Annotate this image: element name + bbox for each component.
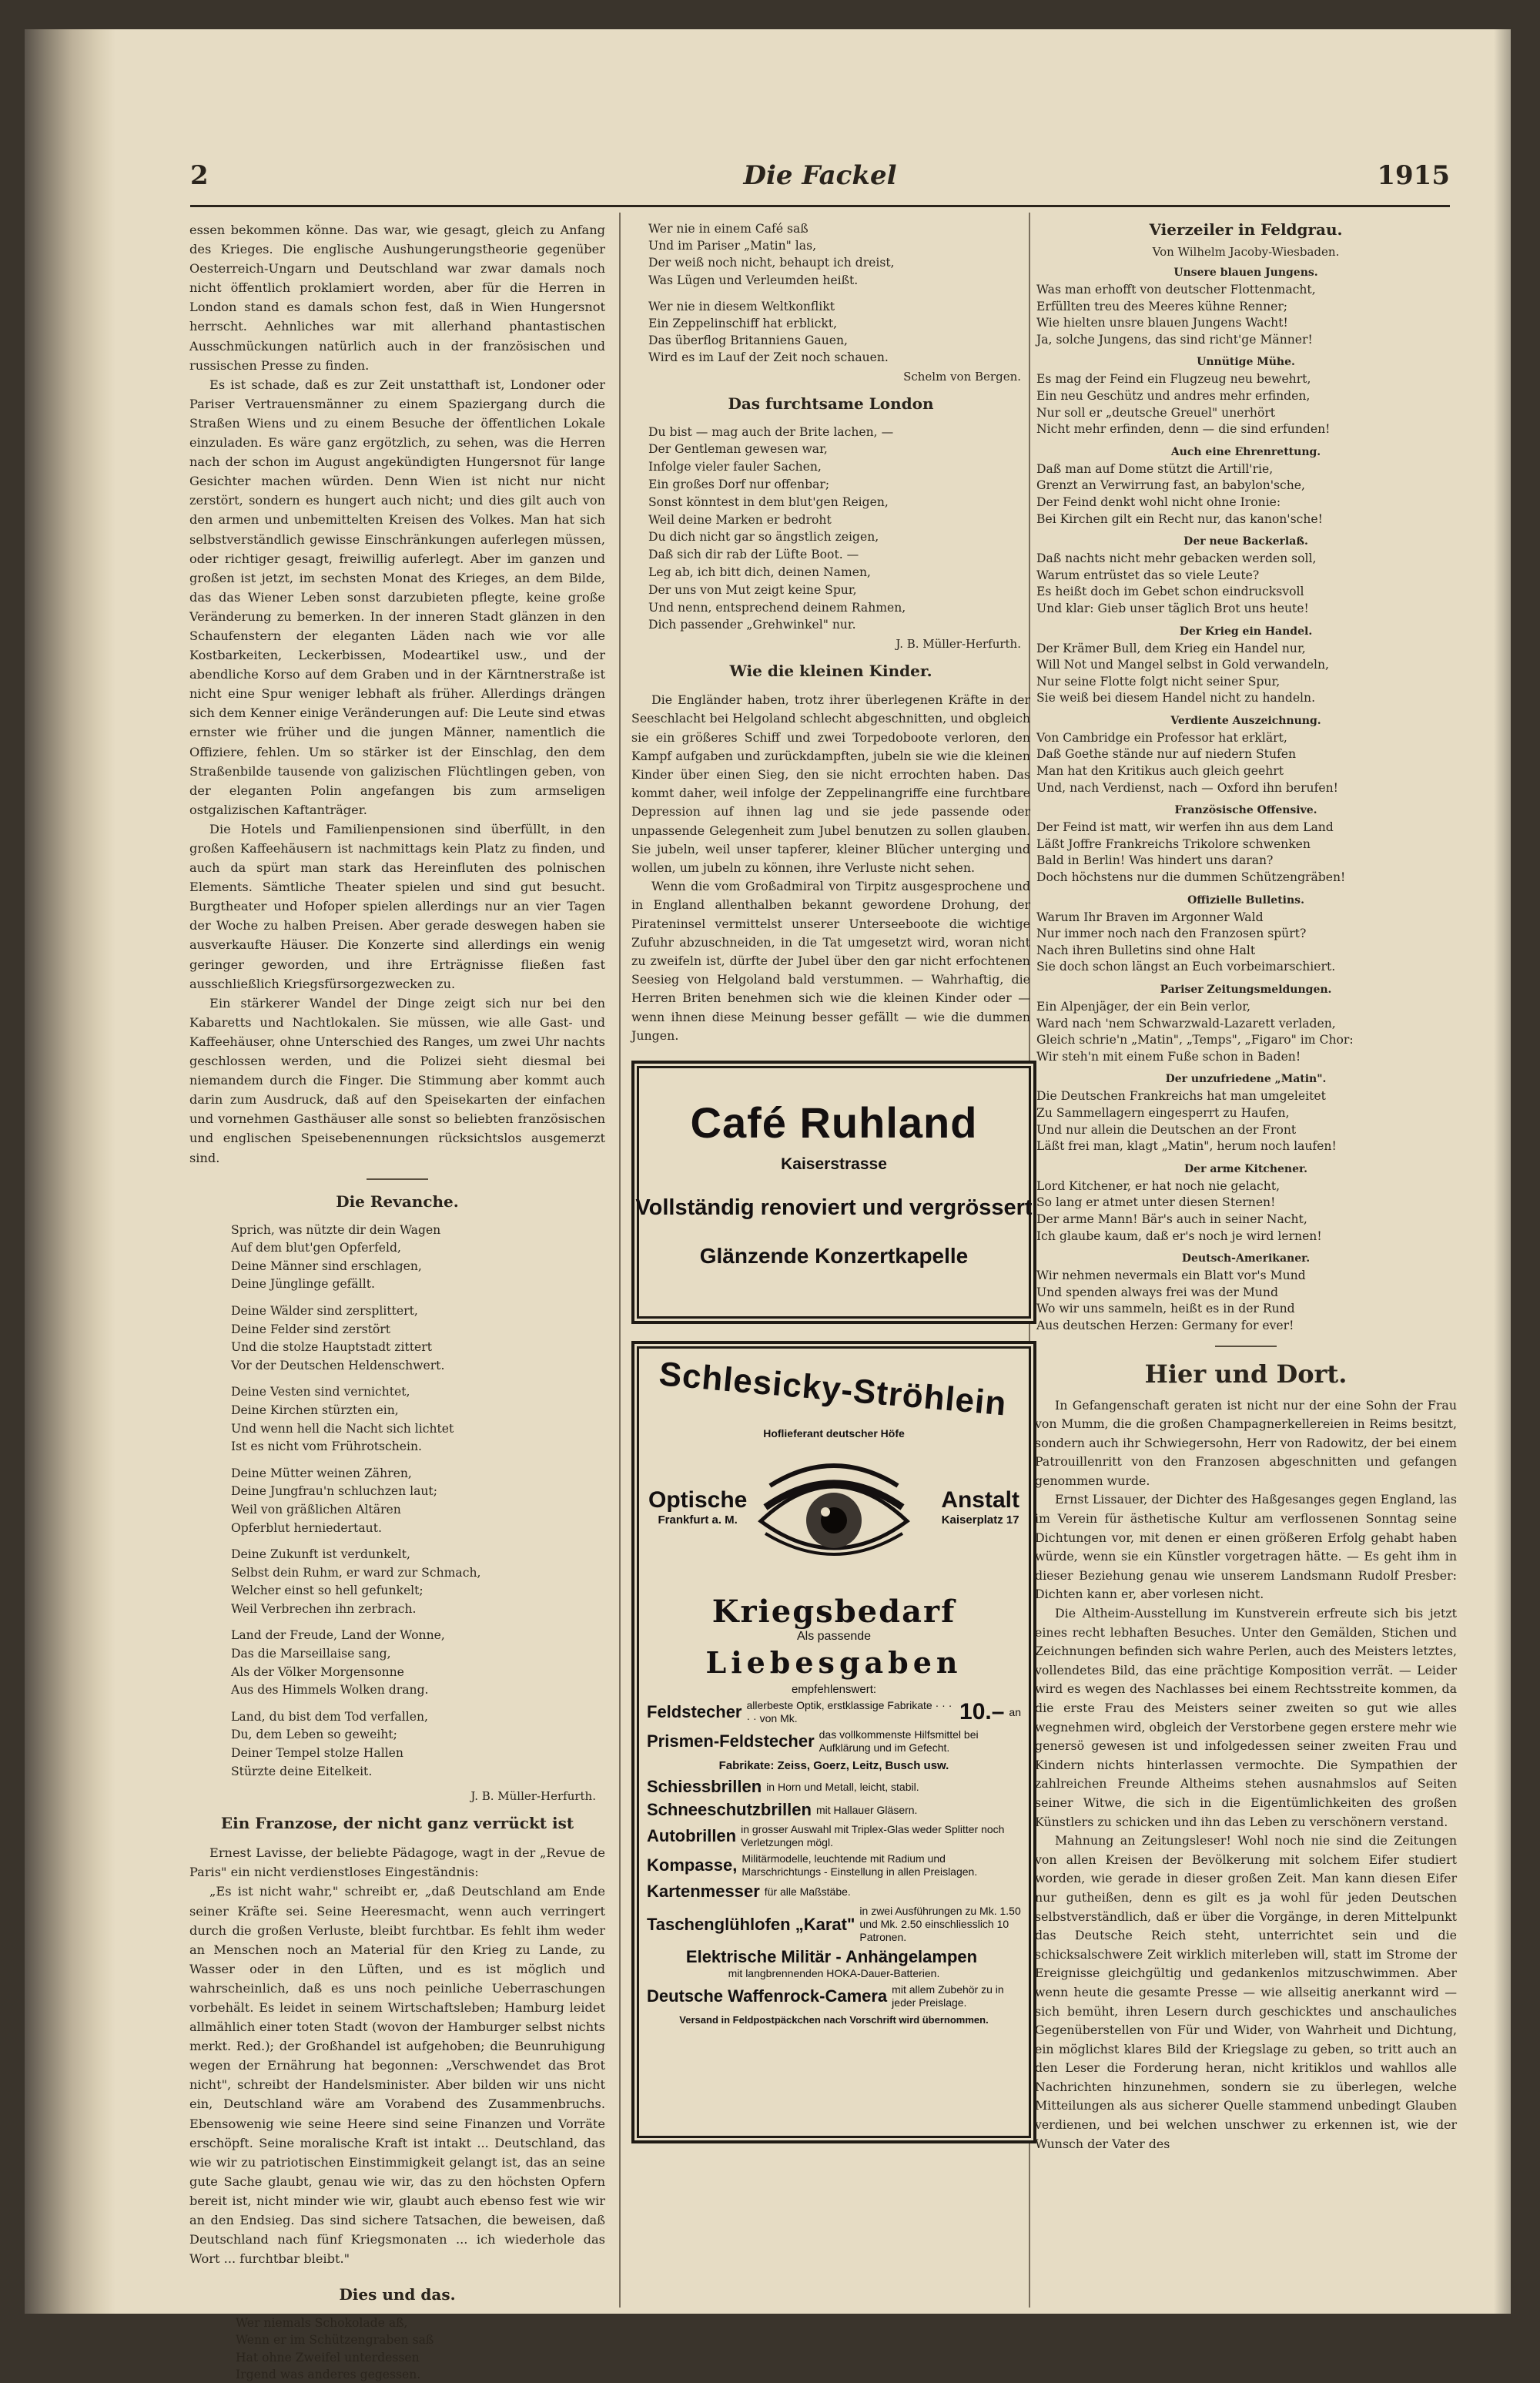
verse-line: Irgend was anderes gegessen.	[236, 2367, 421, 2381]
stanza	[231, 1465, 605, 1537]
verse-line: Deine Zukunft ist verdunkelt,	[231, 1547, 411, 1562]
column-left	[189, 220, 605, 2383]
verse-line: Weil deine Marken er bedroht	[648, 512, 832, 527]
verse-line: Wir steh'n mit einem Fuße schon in Baden!	[1036, 1049, 1301, 1064]
poem-title: Dies und das.	[339, 2285, 456, 2304]
ad-product-name: Feldstecher	[647, 1702, 742, 1722]
ad-product-name: Prismen-Feldstecher	[647, 1731, 815, 1751]
verse-line: Und nur allein die Deutschen an der Front	[1036, 1122, 1297, 1137]
poem-cafe	[648, 220, 1030, 367]
ad-line: Vollständig renoviert und vergrössert	[635, 1195, 1033, 1221]
ad-product-row	[634, 1905, 1033, 1944]
verse-line: Nur immer noch nach den Franzosen spürt?	[1036, 927, 1307, 941]
ad-line: Fabrikate: Zeiss, Goerz, Leitz, Busch usw.	[718, 1759, 949, 1773]
verse-line: Nach ihren Bulletins sind ohne Halt	[1036, 943, 1256, 957]
verse-line: Es mag der Feind ein Flugzeug neu bewehrt,	[1036, 372, 1311, 387]
verse-line: Deine Kirchen stürzten ein,	[231, 1403, 399, 1417]
quatrain-heading: Der unzufriedene „Matin".	[1165, 1073, 1327, 1086]
ad-product-desc: allerbeste Optik, erstklassige Fabrikate · · · · · von Mk.	[746, 1699, 952, 1725]
verse-line: Ein Zeppelinschiff hat erblickt,	[648, 317, 838, 331]
verse-line: Und wenn hell die Nacht sich lichtet	[231, 1421, 454, 1436]
quatrain	[1036, 461, 1457, 528]
verse-line: Lord Kitchener, er hat noch nie gelacht,	[1036, 1178, 1281, 1193]
paragraph: Wenn die vom Großadmiral von Tirpitz ausgesprochene und in England allenthalben bekannt gewordene Drohung, der Pirateninsel vermittelst unserer Unterseeboote die wichtige Zufuhr abzuschneiden, in die Tat umgesetzt wird, woran nicht zu zweifeln ist, dürfte der Jubel über den gar nicht erfochtenen Seesieg von Helgoland bald verstummen. — Wahrhaftig, die Herren Briten benehmen sich wie die kleinen Kinder oder — wenn ihnen diese Meinung besser gefällt — wie die dummen Jungen.	[631, 879, 1030, 1043]
verse-line: Was man erhofft von deutscher Flottenmacht,	[1036, 283, 1316, 297]
paragraph: essen bekommen könne. Das war, wie gesagt, gleich zu Anfang des Krieges. Die englische Aushungerungstheorie gegenüber Oesterreich-Ungarn und Deutschland war zwar damals noch nicht öffentlich proklamiert worden, aber für die Herren in London stand es damals schon fest, daß in Wien Hungersnot herrscht. Aehnliches war mit allerhand phantastischen Ausschmückungen natürlich auch in der französischen und russischen Presse zu finden.	[189, 223, 605, 373]
ad-label: Frankfurt a. M.	[658, 1513, 738, 1527]
ad-product-desc: in zwei Ausführungen zu Mk. 1.50 und Mk. 2.50 einschliesslich 10 Patronen.	[859, 1905, 1021, 1944]
verse-line: Leg ab, ich bitt dich, deinen Namen,	[648, 565, 871, 579]
paragraph: In Gefangenschaft geraten ist nicht nur der eine Sohn der Frau von Mumm, die die großen Champagnerkellereien in Reims besitzt, sondern auch ihr Schwiegersohn, Herr von Radowitz, der bei einem Patrouillenritt von den Franzosen abgeschnitten und gefangen genommen wurde.	[1035, 1397, 1457, 1488]
page-number: 2	[190, 160, 209, 191]
ad-product-desc: an	[1009, 1705, 1021, 1718]
ad-product-price: 10.–	[959, 1699, 1005, 1725]
quatrain-heading: Verdiente Auszeichnung.	[1170, 714, 1321, 727]
ad-product-desc: mit langbrennenden HOKA-Dauer-Batterien.	[728, 1967, 940, 1980]
ad-footer: Versand in Feldpostpäckchen nach Vorschrift wird übernommen.	[679, 2014, 989, 2026]
ad-product-row	[634, 1823, 1033, 1849]
verse-line: Und klar: Gieb unser täglich Brot uns heute!	[1036, 601, 1309, 615]
paragraph: „Es ist nicht wahr," schreibt er, „daß Deutschland am Ende seiner Kräfte sei. Seine Heeresmacht, wenn auch verringert durch die großen Verluste, bleibt furchtbar. Es fehlt ihm weder an Menschen noch an Material für den Krieg zu Lande, zu Wasser oder in den Lüften, und es ist möglich und wahrscheinlich, daß es uns noch peinliche Ueberraschungen vorbehält. Es leidet in seinem Wirtschaftsleben; Hamburg leidet allmählich einer toten Stadt (wovon der Hamburger selbst nichts merkt. Red.); der Großhandel ist aufgehoben; die Beunruhigung wegen der Ernährung hat begonnen: „Verschwendet das Brot nicht", schreibt der Handelsminister. Aber bilden wir uns nicht ein, Deutschland wäre am Vorabend des Zusammenbruchs. Ebensowenig wie seine Heere sind seine Finanzen und Vorräte erschöpft. Seine moralische Kraft ist intakt ... Deutschland, das wie wir zu patriotischen Einstimmigkeit gelangt ist, das an seine gute Sache glaubt, genau wie wir, das zu den höchsten Opfern bereit ist, nicht minder wie wir, glaubt auch ebenso fest wie wir an den Endsieg. Das sind sichere Tatsachen, die beweisen, daß Deutschland nach fünf Kriegsmonaten ... ich wiederhole das Wort ... furchtbar bleibt."	[189, 1884, 605, 2267]
verse-line: Das die Marseillaise sang,	[231, 1647, 391, 1661]
verse-line: So lang er atmet unter diesen Sternen!	[1036, 1195, 1276, 1210]
verse-line: Du dich nicht gar so ängstlich zeigen,	[648, 530, 879, 545]
ad-product-row	[634, 1728, 1033, 1755]
ad-product-desc: für alle Maßstäbe.	[764, 1885, 851, 1898]
verse-line: Deine Vesten sind vernichtet,	[231, 1385, 410, 1399]
verse-line: Und die stolze Hauptstadt zittert	[231, 1340, 432, 1355]
verse-line: Daß man auf Dome stützt die Artill'rie,	[1036, 461, 1274, 476]
quatrain-heading: Auch eine Ehrenrettung.	[1170, 445, 1321, 458]
paragraph: Ernst Lissauer, der Dichter des Haßgesanges gegen England, las im Verein für ästhetische Kultur am verflossenen Sonntag seine Dichtungen vor, mit denen er einen größeren Erfolg gehabt haben würde, wenn sie ein Künstler vorgetragen hätte. — Es geht ihm in dieser Beziehung genau wie unserem Landsmann Rudolf Presber: Dichten kann er, aber vorlesen nicht.	[1035, 1492, 1457, 1602]
ad-product-name: Deutsche Waffenrock-Camera	[647, 1986, 888, 2006]
verse-line: Deine Felder sind zerstört	[231, 1322, 390, 1336]
verse-line: Land, du bist dem Tod verfallen,	[231, 1709, 429, 1724]
verse-line: Man hat den Kritikus auch gleich geehrt	[1036, 764, 1284, 779]
paragraph: Mahnung an Zeitungsleser! Wohl noch nie sind die Zeitungen von allen Kreisen der Bevölkerung mit solchem Eifer studiert worden, wie gerade in dieser großen Zeit. Man kann diesen Eifer nur gutheißen, denn es gilt es ja wohl für jeden Deutschen selbstverständlich, daß er über die Vorgänge, in deren Mittelpunkt das Deutsche Reich steht, unterrichtet sein und die schicksalschwere Zeit wirklich miterleben will, statt im Strome der Ereignisse gleichgültig und gedankenlos mitzuschwimmen. Aber wenn heute die gesamte Presse — wie allseitig anerkannt wird — sich bemüht, ihren Lesern durch geschicktes und anschauliches Gegenüberstellen von Für und Wider, von Wahrheit und Dichtung, ein möglichst klares Bild der Kriegslage zu geben, so tritt auch an den Leser die Forderung heran, nicht kritiklos und wahllos alle Nachrichten hinzunehmen, sondern sie zu überlegen, welche Mitteilungen als aus sicherer Quelle stammend unbedingt Glauben verdienen, und bei welchen unschwer zu erkennen ist, wie der Wunsch der Vater des	[1035, 1833, 1457, 2151]
verse-line: Das überflog Britanniens Gauen,	[648, 333, 848, 348]
verse-line: Grenzt an Verwirrung fast, an babylon'sche,	[1036, 478, 1305, 493]
verse-line: Opferblut herniedertaut.	[231, 1520, 382, 1535]
verse-line: Bei Kirchen gilt ein Recht nur, das kanon'sche!	[1036, 511, 1323, 526]
verse-line: Doch höchstens nur die dummen Schützengräben!	[1036, 870, 1346, 885]
verse-line: Aus deutschen Herzen: Germany for ever!	[1036, 1318, 1294, 1332]
verse-line: Daß Goethe stände nur auf niedern Stufen	[1036, 747, 1297, 762]
author-signature: J. B. Müller-Herfurth.	[896, 637, 1021, 652]
ad-product-desc: Militärmodelle, leuchtende mit Radium und Marschrichtungs - Einstellung in allen Preislagen.	[742, 1852, 978, 1879]
ad-line: Glänzende Konzertkapelle	[699, 1244, 969, 1269]
stanza	[231, 1302, 605, 1375]
quatrain-heading: Französische Offensive.	[1174, 804, 1317, 817]
ad-product-name: Kompasse,	[647, 1855, 738, 1875]
page-edge-shadow	[1494, 29, 1511, 2314]
verse-line: Der weiß noch nicht, behaupt ich dreist,	[648, 256, 895, 270]
ad-label: Kaiserplatz 17	[941, 1513, 1019, 1527]
stanza	[231, 1627, 605, 1699]
quatrain	[1036, 1178, 1457, 1245]
poem-dies-und-das	[236, 2314, 605, 2383]
ad-product-name: Schneeschutzbrillen	[647, 1800, 812, 1820]
quatrain	[1036, 641, 1457, 707]
header-rule	[190, 205, 1450, 207]
quatrain	[1036, 730, 1457, 796]
verse-line: Auf dem blut'gen Opferfeld,	[231, 1241, 401, 1255]
verse-line: Wie hielten unsre blauen Jungens Wacht!	[1036, 316, 1288, 330]
verse-line: Du, dem Leben so geweiht;	[231, 1728, 397, 1742]
eye-icon	[755, 1460, 913, 1575]
ad-product-row	[634, 1852, 1033, 1879]
verse-line: Ja, solche Jungens, das sind richt'ge Männer!	[1036, 332, 1313, 347]
ad-product-desc: in grosser Auswahl mit Triplex-Glas weder Splitter noch Verletzungen mögl.	[741, 1823, 1005, 1849]
masthead-title: Die Fackel	[743, 160, 897, 191]
verse-line: Es heißt doch im Gebet schon eindrucksvoll	[1036, 585, 1304, 599]
verse-line: Und, nach Verdienst, nach — Oxford ihn berufen!	[1036, 780, 1338, 795]
quatrain	[1036, 282, 1457, 348]
verse-line: Nicht mehr erfinden, denn — die sind erfunden!	[1036, 422, 1331, 437]
section-title: Vierzeiler in Feldgrau.	[1149, 220, 1343, 239]
verse-line: Der arme Mann! Bär's auch in seiner Nacht,	[1036, 1212, 1307, 1226]
verse-line: Weil von gräßlichen Altären	[231, 1502, 401, 1517]
quatrain-heading: Unsere blauen Jungens.	[1173, 266, 1318, 279]
stanza	[231, 1546, 605, 1618]
verse-line: Warum Ihr Braven im Argonner Wald	[1036, 910, 1264, 924]
verse-line: Der uns von Mut zeigt keine Spur,	[648, 582, 857, 597]
article-kinder	[631, 691, 1030, 1045]
paragraph: Ernest Lavisse, der beliebte Pädagoge, wagt in der „Revue de Paris" ein nicht verdienstloses Eingeständnis:	[189, 1845, 605, 1880]
ad-product-row	[634, 1699, 1033, 1725]
verse-line: Deine Jungfrau'n schluchzen laut;	[231, 1484, 437, 1499]
article-title: Wie die kleinen Kinder.	[729, 662, 932, 681]
verse-line: Wer niemals Schokolade aß,	[236, 2316, 408, 2331]
ad-product-row	[634, 1777, 1033, 1797]
paragraph: Es ist schade, daß es zur Zeit unstatthaft ist, Londoner oder Pariser Vertrauensmänner zu einem Spaziergang durch die Straßen Wiens und zu einem Besuche der öffentlichen Lokale einzuladen. Es wäre ganz ergötzlich, zu sehen, was die Herren nach der schon im August angekündigten Hungersnot für lange Gesichter machen würden. Denn Wien ist nicht nur nicht zerstört, sondern es hungert auch nicht; und dies gilt auch von den armen und unbemittelten Kreisen des Volkes. Man hat sich selbstverständlich gewisse Einschränkungen auferlegen müssen, oder richtiger gesagt, freiwillig auferlegt. Aber im ganzen und großen ist jetzt, im sechsten Monat des Krieges, an dem Bilde, das das Wiener Leben sonst darzubieten pflegte, keine große Veränderung zu bemerken. In der inneren Stadt glänzen in den Schaufenstern der eleganten Läden nach wie vor alle Kostbarkeiten, Leckerbissen, Modeartikel usw., und der abendliche Korso auf dem Graben und in der Kärntnerstraße ist nicht eine Spur weniger lebhaft als früher. Allerdings drängen sich dem Kenner einige Veränderungen auf: Die Leute sind etwas ernster wie früher und die jungen Männer, namentlich die Offiziere, fehlen. Um so stärker ist der Einschlag, den dem Straßenbilde tausende von galizischen Flüchtlingen geben, von der eleganten Polin angefangen bis zum armseligen ostgalizischen Kaftanträger.	[189, 377, 605, 817]
verse-line: Läßt Joffre Frankreichs Trikolore schwenken	[1036, 836, 1311, 851]
paragraph: Die Hotels und Familienpensionen sind überfüllt, in den großen Kaffeehäusern ist nachmittags kein Platz zu finden, und auch da spürt man stark das Hereinfluten des polnischen Elements. Sämtliche Theater spielen und sind gut besucht. Burgtheater und Hofoper spielen allerdings nur an vier Tagen der Woche zu halben Preisen. Aber gerade deswegen haben sie ausverkaufte Häuser. Die Konzerte sind allerdings ein wenig geringer geworden, und ihre Erträgnisse fließen fast ausschließlich Kriegsfürsorgezwecken zu.	[189, 821, 605, 991]
verse-line: Wenn er im Schützengraben saß	[236, 2333, 434, 2348]
quatrain	[1036, 1268, 1457, 1334]
quatrain-heading: Der Krieg ein Handel.	[1179, 625, 1313, 638]
verse-line: Daß nachts nicht mehr gebacken werden soll,	[1036, 551, 1317, 566]
quatrain-heading: Unnütige Mühe.	[1197, 356, 1295, 369]
ad-line: Als passende	[796, 1630, 872, 1644]
ad-headline: Café Ruhland	[690, 1098, 978, 1148]
verse-line: Zu Sammellagern eingesperrt zu Haufen,	[1036, 1105, 1290, 1120]
ad-headline: Schlesicky-Ströhlein	[657, 1355, 1009, 1423]
quatrain-heading: Deutsch-Amerikaner.	[1181, 1252, 1311, 1265]
quatrain	[1036, 551, 1457, 617]
verse-line: Und nenn, entsprechend deinem Rahmen,	[648, 600, 906, 615]
verse-line: Der Feind denkt wohl nicht ohne Ironie:	[1036, 494, 1281, 509]
ad-product-desc: mit allem Zubehör zu in jeder Preislage.	[892, 1983, 1004, 2009]
ad-address: Kaiserstrasse	[781, 1155, 887, 1174]
verse-line: Sie doch schon längst an Euch vorbeimarschiert.	[1036, 960, 1336, 974]
verse-line: Läßt frei man, klagt „Matin", herum noch laufen!	[1036, 1139, 1337, 1154]
ad-label-right	[941, 1487, 1019, 1527]
quatrain	[1036, 371, 1457, 437]
column-divider	[619, 213, 621, 2308]
stanza	[231, 1383, 605, 1456]
verse-line: Wir nehmen nevermals ein Blatt vor's Mund	[1036, 1269, 1306, 1283]
verse-line: Was Lügen und Verleumden heißt.	[648, 273, 859, 287]
ad-product-name: Elektrische Militär - Anhängelampen	[685, 1947, 978, 1967]
verse-line: Weil Verbrechen ihn zerbrach.	[231, 1601, 417, 1616]
verse-line: Ein neu Geschütz und andres mehr erfinden,	[1036, 388, 1311, 403]
verse-line: Dich passender „Grehwinkel" nur.	[648, 618, 856, 632]
poem-london	[648, 424, 1030, 635]
verse-line: Gleich schrie'n „Matin", „Temps", „Figaro" im Chor:	[1036, 1033, 1354, 1047]
paragraph: Ein stärkerer Wandel der Dinge zeigt sich nur bei den Kabaretts und Nachtlokalen. Sie müssen, wie alle Gast- und Kaffeehäuser, ohne Unterschied des Ranges, um zwei Uhr nachts geschlossen werden, und die Polizei sieht diesmal bei niemandem durch die Finger. Die Stimmung aber kommt auch darin zum Ausdruck, daß auf den Speisekarten der einfachen und vornehmen Gasthäuser alle sonst so beliebten französischen und englischen Speisebenennungen rücksichtslos ausgemerzt sind.	[189, 995, 605, 1165]
section-author: Von Wilhelm Jacoby-Wiesbaden.	[1152, 245, 1340, 259]
article-title: Ein Franzose, der nicht ganz verrückt ist	[220, 1814, 574, 1833]
quatrain	[1036, 1088, 1457, 1155]
quatrain	[1036, 999, 1457, 1065]
verse-line: Deine Jünglinge gefällt.	[231, 1277, 375, 1292]
ad-product-row	[634, 1882, 1033, 1902]
verse-line: Ist es nicht vom Frührotschein.	[231, 1440, 423, 1454]
verse-line: Ich glaube kaum, daß er's noch je wird lernen!	[1036, 1228, 1322, 1243]
verse-line: Erfüllten treu des Meeres kühne Renner;	[1036, 299, 1288, 313]
verse-line: Deiner Tempel stolze Hallen	[231, 1746, 403, 1761]
verse-line: Hat ohne Zweifel unterdessen	[236, 2350, 420, 2365]
paragraph: Die Altheim-Ausstellung im Kunstverein erfreute sich bis jetzt eines recht lebhaften Besuches. Unter den Gemälden, Stichen und Zeichnungen befinden sich wahre Perlen, auch des Meisters letztes, vollendetes Bild, das eine prächtige Komposition verrät. — Leider wird es wegen des Nachlasses bei einem Rechtsstreite kommen, da die erste Frau des Meisters seiner zweiten so gut wie alles wegnehmen wird, obgleich der Verstorbene gegen erstere mehr wie genersö gewesen ist und infolgedessen seiner zweiten Frau und Kindern nichts hinterlassen vermochte. Die Sympathien der zahlreichen Freunde Altheims stehen ausnahmslos auf Seiten seiner Witwe, die sich in die Eigentümlichkeiten des großen Künstlers zu schicken und ihn das Leben zu verschönern verstand.	[1035, 1606, 1457, 1829]
verse-line: Will Not und Mangel selbst in Gold verwandeln,	[1036, 658, 1329, 672]
verse-line: Der Feind ist matt, wir werfen ihn aus dem Land	[1036, 820, 1334, 835]
verse-line: Sprich, was nützte dir dein Wagen	[231, 1222, 441, 1237]
verse-line: Aus des Himmels Wolken drang.	[231, 1683, 429, 1698]
verse-line: Wer nie in diesem Weltkonflikt	[648, 299, 835, 313]
verse-line: Sonst könntest in dem blut'gen Reigen,	[648, 494, 889, 509]
newspaper-page	[25, 29, 1511, 2381]
verse-line: Selbst dein Ruhm, er ward zur Schmach,	[231, 1565, 481, 1580]
poem-title: Das furchtsame London	[728, 394, 934, 413]
verse-line: Deine Männer sind erschlagen,	[231, 1259, 422, 1273]
quatrain-heading: Der neue Backerlaß.	[1183, 535, 1308, 548]
quatrain	[1036, 819, 1457, 886]
page-year: 1915	[1377, 160, 1450, 191]
ad-label: Anstalt	[941, 1487, 1019, 1513]
advertisement-cafe-ruhland	[631, 1061, 1036, 1324]
verse-line: Von Cambridge ein Professor hat erklärt,	[1036, 730, 1287, 745]
page-header	[190, 160, 1450, 206]
verse-line: Ward nach 'nem Schwarzwald-Lazarett verladen,	[1036, 1016, 1336, 1031]
poem-revanche	[231, 1222, 605, 1781]
ad-product-desc: in Horn und Metall, leicht, stabil.	[766, 1780, 919, 1793]
ad-label-left	[648, 1487, 747, 1527]
verse-line: Wo wir uns sammeln, heißt es in der Rund	[1036, 1302, 1295, 1316]
verse-line: Ein großes Dorf nur offenbar;	[648, 478, 830, 492]
separator	[367, 1178, 428, 1180]
verse-line: Stürzte deine Eitelkeit.	[231, 1764, 373, 1778]
stanza	[231, 1708, 605, 1781]
quatrain-list	[1035, 266, 1457, 1335]
verse-line: Sie weiß bei diesem Handel nicht zu handeln.	[1036, 691, 1316, 706]
ad-product-name: Kartenmesser	[647, 1882, 760, 1902]
column-right	[1035, 220, 1457, 2153]
ad-liebesgaben: Liebesgaben	[705, 1645, 962, 1681]
advertisement-schlesicky-stroehlein	[631, 1341, 1036, 2143]
author-signature: Schelm von Bergen.	[903, 369, 1021, 384]
ad-product-desc: das vollkommenste Hilfsmittel bei Aufklärung und im Gefecht.	[819, 1728, 979, 1755]
ad-product-desc: mit Hallauer Gläsern.	[815, 1803, 918, 1816]
verse-line: Ein Alpenjäger, der ein Bein verlor,	[1036, 1000, 1250, 1014]
verse-line: Deine Mütter weinen Zähren,	[231, 1466, 412, 1480]
ad-product-name: Autobrillen	[647, 1826, 737, 1846]
verse-line: Die Deutschen Frankreichs hat man umgeleitet	[1036, 1089, 1326, 1104]
stanza	[231, 1222, 605, 1294]
quatrain	[1036, 910, 1457, 976]
quatrain-heading: Pariser Zeitungsmeldungen.	[1160, 984, 1332, 996]
verse-line: Welcher einst so hell gefunkelt;	[231, 1584, 424, 1598]
verse-line: Infolge vieler fauler Sachen,	[648, 460, 822, 474]
article-wien	[189, 220, 605, 1168]
separator	[1215, 1346, 1277, 1347]
verse-line: Der Gentleman gewesen war,	[648, 442, 828, 457]
verse-line: Und spenden always frei was der Mund	[1036, 1285, 1278, 1299]
verse-line: Wer nie in einem Café saß	[648, 222, 808, 236]
poem-title: Die Revanche.	[336, 1192, 459, 1211]
verse-line: Daß sich dir rab der Lüfte Boot. —	[648, 548, 859, 562]
ad-product-name: Schiessbrillen	[647, 1777, 762, 1797]
ad-product-row	[634, 1983, 1033, 2009]
verse-line: Deine Wälder sind zersplittert,	[231, 1303, 418, 1318]
verse-line: Nur seine Flotte folgt nicht seiner Spur,	[1036, 674, 1281, 689]
verse-line: Der Krämer Bull, dem Krieg ein Handel nur,	[1036, 641, 1306, 655]
verse-line: Bald in Berlin! Was hindert uns daran?	[1036, 853, 1274, 868]
quatrain-heading: Der arme Kitchener.	[1184, 1162, 1307, 1175]
section-title: Hier und Dort.	[1144, 1359, 1348, 1389]
ad-label: Optische	[648, 1487, 748, 1513]
quatrain-heading: Offizielle Bulletins.	[1187, 893, 1304, 907]
ad-product-row	[634, 1800, 1033, 1820]
article-franzose	[189, 1843, 605, 2268]
paragraph: Die Engländer haben, trotz ihrer überlegenen Kräfte in der Seeschlacht bei Helgoland schlecht abgeschnitten, und obgleich sie ein größeres Schiff und zwei Torpedoboote verloren, den Kampf aufgaben und zurückdampften, jubeln sie wie die kleinen Kinder über einen Sieg, den sie nicht errochten haben. Das kommt daher, weil infolge der Zeppelinangriffe eine furchtbare Depression auf ihnen lag und sie jede passende oder unpassende Gelegenheit zum Jubel benutzen zu sollen glauben. Sie jubeln, weil unser tapferer, kleiner Blücher unterging und wollen, um jubeln zu können, ihre Verluste nicht sehen.	[631, 692, 1030, 876]
column-middle	[631, 220, 1033, 2143]
article-hier-und-dort	[1035, 1396, 1457, 2154]
verse-line: Vor der Deutschen Heldenschwert.	[231, 1358, 445, 1372]
book-binding	[25, 29, 116, 2314]
verse-line: Warum entrüstet das so viele Leute?	[1036, 568, 1260, 582]
verse-line: Land der Freude, Land der Wonne,	[231, 1628, 445, 1643]
ad-subline: Hoflieferant deutscher Höfe	[763, 1427, 905, 1440]
verse-line: Nur soll er „deutsche Greuel" unerhört	[1036, 405, 1276, 420]
verse-line: Als der Völker Morgensonne	[231, 1664, 404, 1679]
ad-product-row	[634, 1947, 1033, 1980]
verse-line: Und im Pariser „Matin" las,	[648, 239, 817, 253]
ad-kriegsbedarf: Kriegsbedarf	[711, 1594, 956, 1631]
ad-line: empfehlenswert:	[791, 1683, 877, 1697]
verse-line: Wird es im Lauf der Zeit noch schauen.	[648, 350, 889, 365]
ad-product-name: Taschenglühlofen „Karat"	[647, 1914, 855, 1934]
author-signature: J. B. Müller-Herfurth.	[470, 1789, 596, 1804]
ad-eye-row	[634, 1453, 1033, 1577]
verse-line: Du bist — mag auch der Brite lachen, —	[648, 424, 894, 439]
